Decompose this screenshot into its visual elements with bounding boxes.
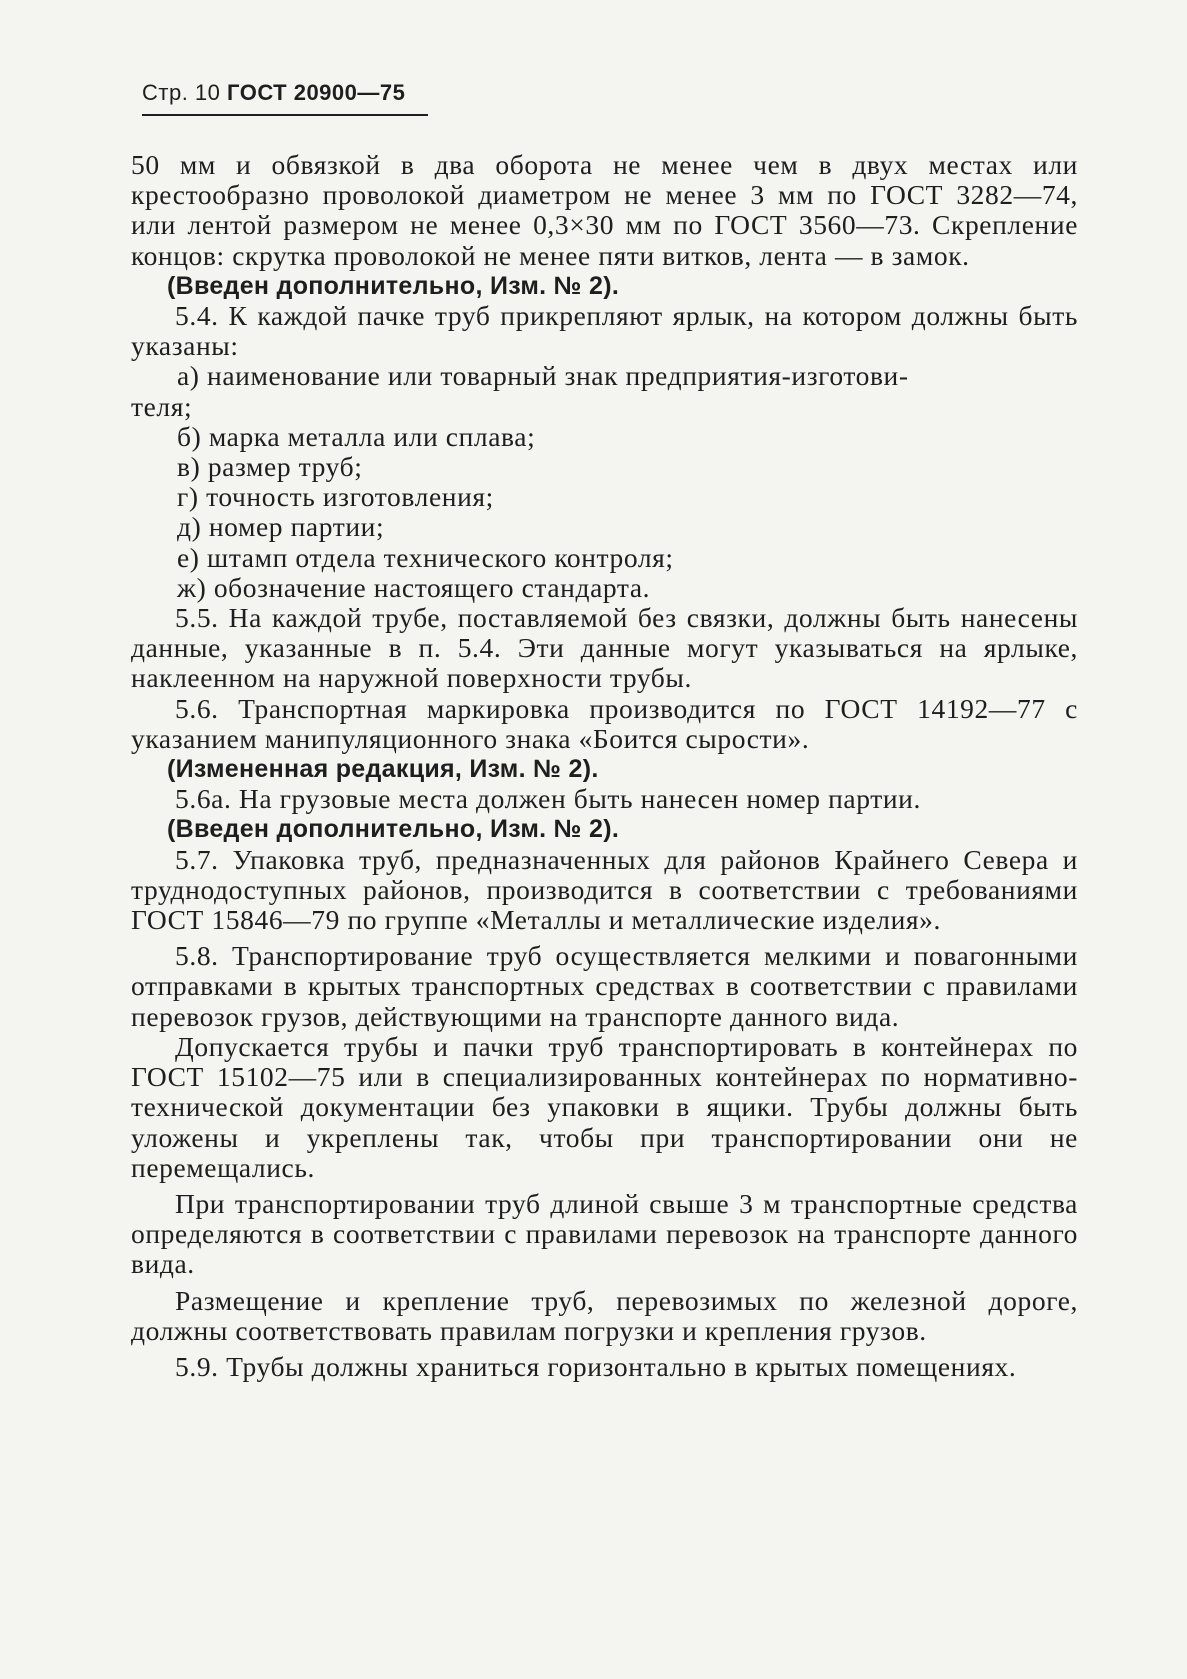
clause-5-6: 5.6. Транспортная маркировка производится по ГОСТ 14192—77 с указанием манипуляционного знака «Боится сырости». — [131, 692, 1078, 754]
list-item-d: д) номер партии; — [177, 511, 385, 543]
clause-5-8-length: При транспортировании труб длиной свыше 3 м транспортные средства определяются в соответствии с правилами перевозок на транспорте данного вида. — [131, 1187, 1078, 1280]
clause-5-8-containers: Допускается трубы и пачки труб транспортировать в контейнерах по ГОСТ 15102—75 или в специализированных контейнерах по нормативно-технической документации без упаковки в ящики. Трубы должны быть уложены и укреплены так, чтобы при транспортировании они не перемещались. — [131, 1030, 1078, 1183]
clause-5-8-railway: Размещение и крепление труб, перевозимых по железной дороге, должны соответствовать правилам погрузки и крепления грузов. — [131, 1284, 1078, 1346]
paragraph-continuation: 50 мм и обвязкой в два оборота не менее чем в двух местах или крестообразно проволокой диаметром не менее 3 мм по ГОСТ 3282—74, или лентой размером не менее 0,3×30 мм по ГОСТ 3560—73. Скрепление концов: скрутка проволокой не менее пяти витков, лента — в замок. — [131, 149, 1078, 271]
header-rule — [142, 114, 428, 116]
amendment-note: (Введен дополнительно, Изм. № 2). — [167, 271, 620, 300]
list-item-e: е) штамп отдела технического контроля; — [177, 541, 674, 573]
clause-5-8: 5.8. Транспортирование труб осуществляется мелкими и повагонными отправками в крытых транспортных средствах в соответствии с правилами перевозок грузов, действующими на транспорте данного вида. — [131, 940, 1078, 1032]
list-item-zh: ж) обозначение настоящего стандарта. — [177, 571, 651, 603]
list-item-g: г) точность изготовления; — [177, 481, 494, 513]
amendment-note: (Введен дополнительно, Изм. № 2). — [167, 815, 620, 844]
document-body — [131, 150, 1078, 1382]
list-item-v: в) размер труб; — [177, 451, 363, 483]
clause-5-7: 5.7. Упаковка труб, предназначенных для районов Крайнего Севера и труднодоступных районов, производится в соответствии с требованиями ГОСТ 15846—79 по группе «Металлы и металлические изделия». — [131, 843, 1078, 936]
amendment-note: (Измененная редакция, Изм. № 2). — [167, 755, 599, 784]
list-item-b: б) марка металла или сплава; — [177, 420, 536, 452]
page-header — [142, 80, 405, 106]
clause-5-5: 5.5. На каждой трубе, поставляемой без связки, должны быть нанесены данные, указанные в п. 5.4. Эти данные могут указываться на ярлыке, наклеенном на наружной поверхности трубы. — [131, 602, 1078, 694]
standard-code: ГОСТ 20900—75 — [227, 80, 406, 105]
page-number: Стр. 10 — [142, 80, 221, 105]
clause-5-4: 5.4. К каждой пачке труб прикрепляют ярлык, на котором должны быть указаны: — [131, 300, 1078, 362]
list-item-a-cont: теля; — [131, 390, 193, 422]
clause-5-6a: 5.6а. На грузовые места должен быть нанесен номер партии. — [175, 783, 921, 815]
list-item-a: а) наименование или товарный знак предприятия-изготови- — [177, 360, 909, 392]
clause-5-9: 5.9. Трубы должны храниться горизонтально в крытых помещениях. — [175, 1350, 1017, 1382]
